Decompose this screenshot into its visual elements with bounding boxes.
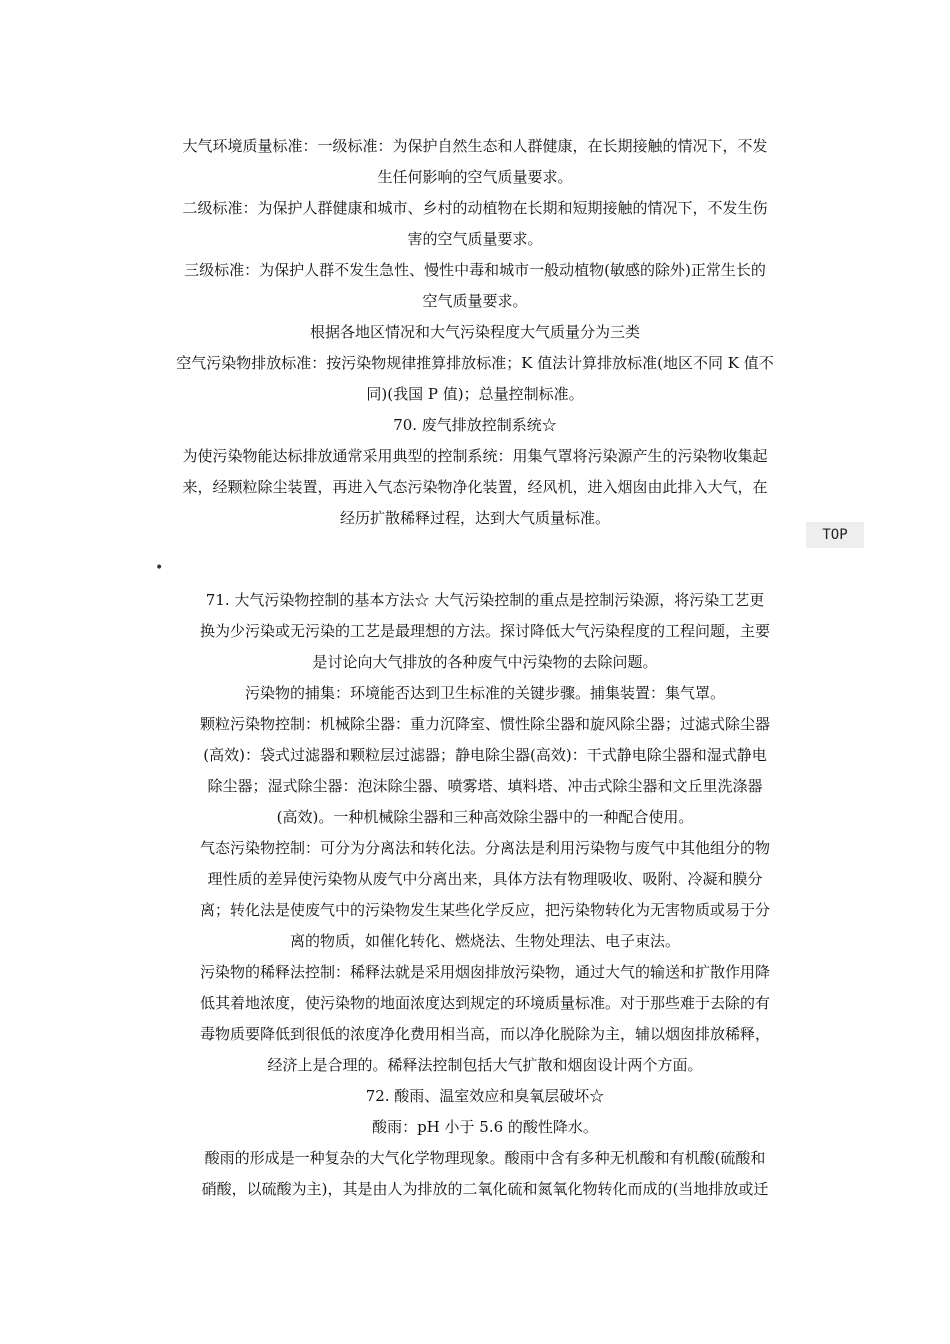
text-line: 污染物的稀释法控制：稀释法就是采用烟囱排放污染物，通过大气的输送和扩散作用降 [199,963,770,981]
text-line: 为使污染物能达标排放通常采用典型的控制系统：用集气罩将污染源产生的污染物收集起 [182,447,768,465]
text-line: 三级标准：为保护人群不发生急性、慢性中毒和城市一般动植物(敏感的除外)正常生长的 [184,261,766,279]
text-line: 根据各地区情况和大气污染程度大气质量分为三类 [309,323,640,341]
bullet-icon: • [155,560,164,576]
text-line: 换为少污染或无污染的工艺是最理想的方法。探讨降低大气污染程度的工程问题，主要 [199,622,770,640]
section-air-quality-standards [145,131,805,534]
text-line: (高效)：袋式过滤器和颗粒层过滤器；静电除尘器(高效)：干式静电除尘器和湿式静电 [203,746,767,764]
section-heading-71: 71. 大气污染物控制的基本方法☆ 大气污染控制的重点是控制污染源，将污染工艺更 [205,591,765,609]
text-line: 经济上是合理的。稀释法控制包括大气扩散和烟囱设计两个方面。 [267,1056,703,1074]
text-line: 污染物的捕集：环境能否达到卫生标准的关键步骤。捕集装置：集气罩。 [244,684,725,702]
text-line: 酸雨的形成是一种复杂的大气化学物理现象。酸雨中含有多种无机酸和有机酸(硫酸和 [204,1149,766,1167]
text-line: 理性质的差异使污染物从废气中分离出来，具体方法有物理吸收、吸附、冷凝和膜分 [207,870,763,888]
text-line: 气态污染物控制：可分为分离法和转化法。分离法是利用污染物与废气中其他组分的物 [199,839,770,857]
text-line: 空气质量要求。 [422,292,528,310]
text-line: 大气环境质量标准：一级标准：为保护自然生态和人群健康，在长期接触的情况下，不发 [182,137,768,155]
text-line: 硝酸，以硫酸为主)，其是由人为排放的二氧化硫和氮氧化物转化而成的(当地排放或迁 [201,1180,769,1198]
section-heading-72: 72. 酸雨、温室效应和臭氧层破坏☆ [365,1087,605,1105]
text-line: 空气污染物排放标准：按污染物规律推算排放标准；K 值法计算排放标准(地区不同 K 值不 [176,354,774,372]
text-line: 除尘器；湿式除尘器：泡沫除尘器、喷雾塔、填料塔、冲击式除尘器和文丘里洗涤器 [207,777,763,795]
text-line: 低其着地浓度，使污染物的地面浓度达到规定的环境质量标准。对于那些难于去除的有 [199,994,770,1012]
text-line: 经历扩散稀释过程，达到大气质量标准。 [339,509,610,527]
text-line: 同)(我国 P 值)；总量控制标准。 [366,385,584,403]
text-line: 颗粒污染物控制：机械除尘器：重力沉降室、惯性除尘器和旋风除尘器；过滤式除尘器 [199,715,770,733]
text-line: 二级标准：为保护人群健康和城市、乡村的动植物在长期和短期接触的情况下，不发生伤 [182,199,768,217]
text-line: 是讨论向大气排放的各种废气中污染物的去除问题。 [312,653,658,671]
back-to-top-button[interactable]: TOP [806,522,864,548]
text-line: 来，经颗粒除尘装置，再进入气态污染物净化装置，经风机，进入烟囱由此排入大气，在 [182,478,768,496]
section-heading-70: 70. 废气排放控制系统☆ [393,416,557,434]
text-line: 酸雨：pH 小于 5.6 的酸性降水。 [372,1118,598,1136]
text-line: 离；转化法是使废气中的污染物发生某些化学反应，把污染物转化为无害物质或易于分 [199,901,770,919]
text-line: 毒物质要降低到很低的浓度净化费用相当高，而以净化脱除为主，辅以烟囱排放稀释， [199,1025,770,1043]
text-line: (高效)。一种机械除尘器和三种高效除尘器中的一种配合使用。 [276,808,694,826]
text-line: 害的空气质量要求。 [407,230,543,248]
section-control-methods [165,585,805,1205]
text-line: 生任何影响的空气质量要求。 [377,168,573,186]
text-line: 离的物质，如催化转化、燃烧法、生物处理法、电子束法。 [289,932,680,950]
